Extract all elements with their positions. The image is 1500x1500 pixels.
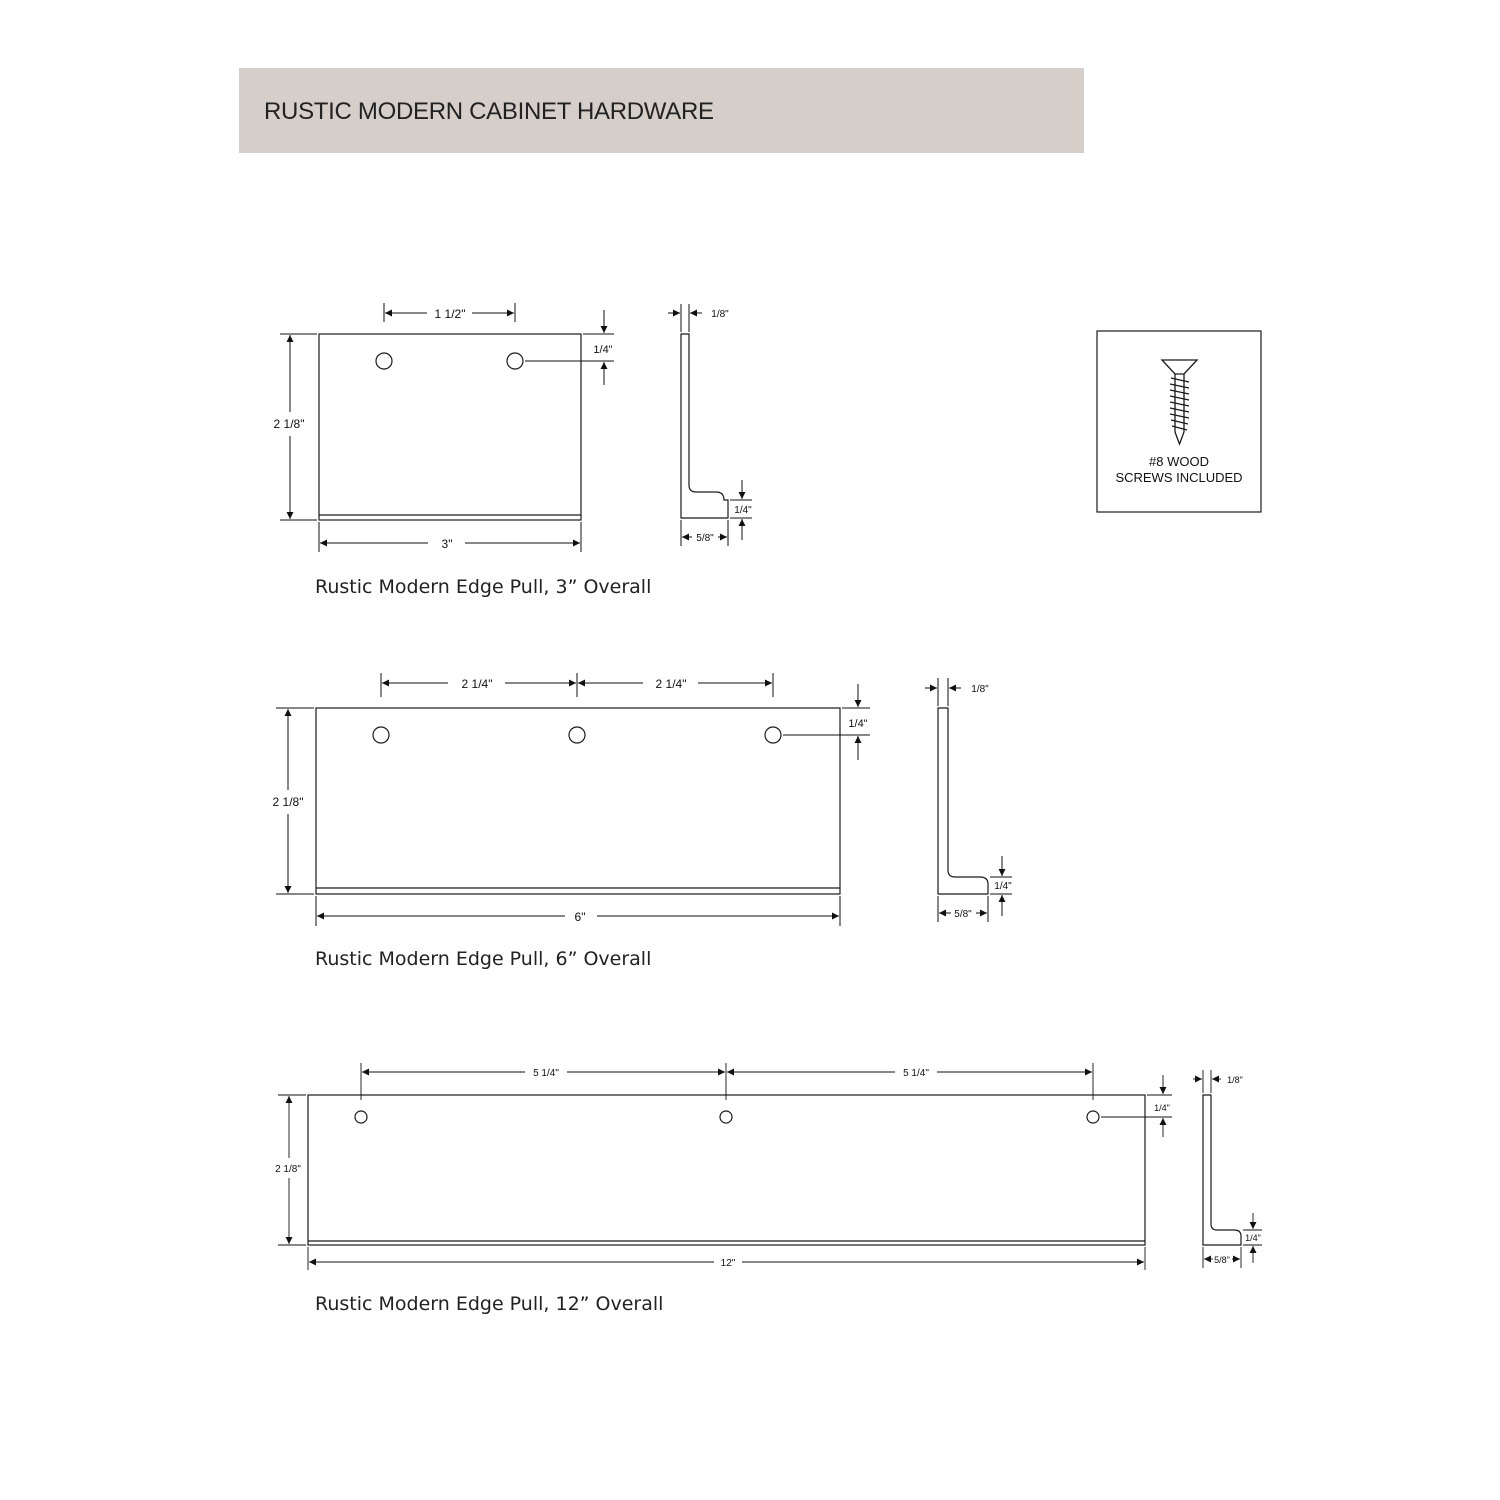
pull-6in-labels <box>273 677 1013 970</box>
pull-12in-hole-inset-label: 1/4" <box>1154 1103 1170 1113</box>
pull-3in-lip-height-label: 1/4" <box>734 505 752 516</box>
pull-12in-height-label: 2 1/8" <box>275 1164 301 1175</box>
page-title: RUSTIC MODERN CABINET HARDWARE <box>264 98 714 125</box>
pull-3in-hole-inset-label: 1/4" <box>593 344 613 356</box>
pull-6in-caption: Rustic Modern Edge Pull, 6” Overall <box>315 948 652 970</box>
pull-3in-front-view <box>319 334 581 520</box>
pull-6in-height-label: 2 1/8" <box>272 795 304 809</box>
pull-6in-lip-height-label: 1/4" <box>994 881 1012 892</box>
pull-12in-labels <box>275 1068 1261 1315</box>
pull-3in-length-label: 3" <box>441 537 453 551</box>
pull-12in-hole-spacing-label-1: 5 1/4" <box>533 1068 559 1079</box>
pull-3in-side-view <box>681 334 728 518</box>
pull-12in-front-view <box>308 1095 1145 1245</box>
pull-3in-thickness-label: 1/8" <box>711 309 729 320</box>
pull-3in-hole-spacing-label: 1 1/2" <box>434 307 466 321</box>
screw-note-line-1: #8 WOOD <box>1149 454 1209 469</box>
screw-note-box <box>1097 331 1261 512</box>
pull-6in-lip-depth-label: 5/8" <box>954 909 972 920</box>
pull-12in-dimensions <box>278 1063 1172 1270</box>
pull-3in-height-label: 2 1/8" <box>273 417 305 431</box>
screw-note-line-2: SCREWS INCLUDED <box>1115 470 1243 485</box>
pull-6in-hole-spacing-label-1: 2 1/4" <box>461 677 493 691</box>
pull-12in-side-view <box>1203 1095 1241 1245</box>
pull-6in-thickness-label: 1/8" <box>971 684 989 695</box>
pull-3in-lip-depth-label: 5/8" <box>696 533 714 544</box>
pull-6in-front-view <box>316 708 840 894</box>
pull-6in-side-view <box>938 708 988 894</box>
pull-12in-hole-spacing-label-2: 5 1/4" <box>903 1068 929 1079</box>
pull-6in-hole-spacing-label-2: 2 1/4" <box>655 677 687 691</box>
pull-12in-caption: Rustic Modern Edge Pull, 12” Overall <box>315 1293 664 1315</box>
pull-12in-length-label: 12" <box>720 1258 736 1269</box>
pull-3in-labels <box>274 307 753 598</box>
wood-screw-icon <box>1162 360 1197 444</box>
pull-3in-caption: Rustic Modern Edge Pull, 3” Overall <box>315 576 652 598</box>
pull-6in-hole-inset-label: 1/4" <box>848 718 868 730</box>
pull-12in-thickness-label: 1/8" <box>1227 1075 1243 1085</box>
pull-6in-length-label: 6" <box>574 910 586 924</box>
pull-12in-lip-depth-label: 5/8" <box>1214 1255 1230 1265</box>
pull-12in-lip-height-label: 1/4" <box>1245 1233 1261 1243</box>
